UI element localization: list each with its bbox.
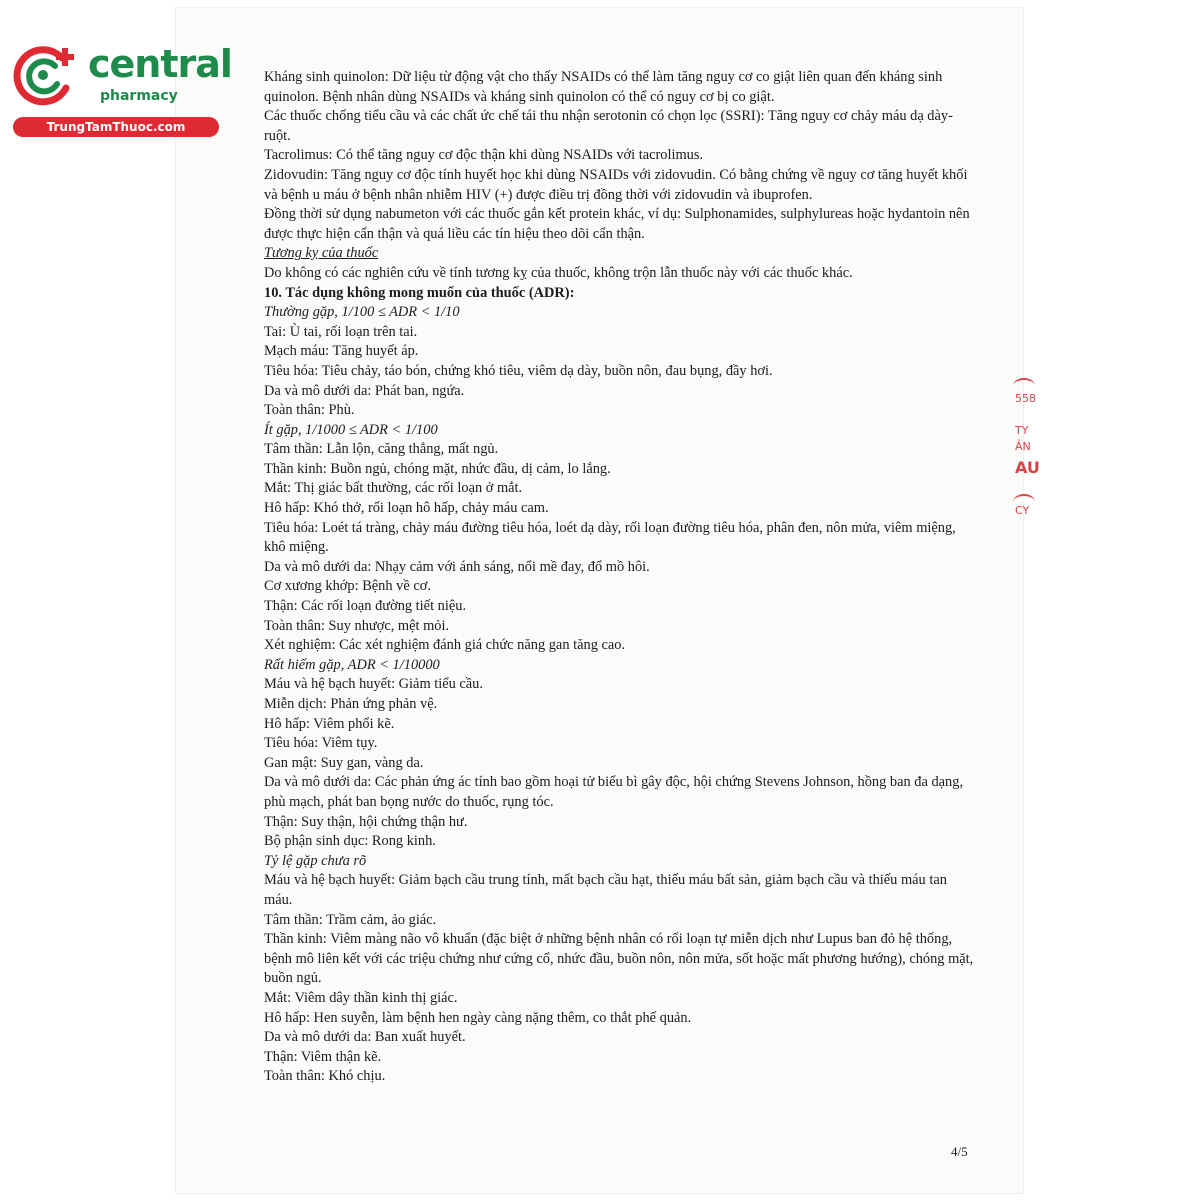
list-item: Tâm thần: Lẫn lộn, căng thẳng, mất ngủ. (264, 441, 499, 458)
page-number: 4/5 (951, 1144, 968, 1159)
stamp-text: TY (1015, 424, 1029, 437)
paragraph-protein-binding: Đồng thời sử dụng nabumeton với các thuốc gắn kết protein khác, ví dụ: Sulphonamides, sulphylureas hoặc hydantoin nên được thực hiện cẩn thận và quá liều các tín hiệu theo dõi cẩn thận. (264, 206, 970, 242)
list-item: Da và mô dưới da: Ban xuất huyết. (264, 1029, 466, 1046)
frequency-heading-common: Thường gặp, 1/100 ≤ ADR < 1/10 (264, 304, 460, 321)
list-item: Mắt: Thị giác bất thường, các rối loạn ở mắt. (264, 480, 523, 497)
paragraph-quinolon: Kháng sinh quinolon: Dữ liệu từ động vật cho thấy NSAIDs có thể làm tăng nguy cơ co giật liên quan đến kháng sinh quinolon. Bệnh nhân dùng NSAIDs và kháng sinh quinolon có thể có nguy cơ bị co giật. (264, 69, 943, 105)
list-item: Hô hấp: Viêm phổi kẽ. (264, 715, 395, 732)
list-item: Mạch máu: Tăng huyết áp. (264, 343, 419, 360)
list-item: Thần kinh: Viêm màng não vô khuẩn (đặc biệt ở những bệnh nhân có rối loạn tự miễn dịch như Lupus ban đỏ hệ thống, bệnh mô liên kết với các triệu chứng như cứng cổ, nhức đầu, buồn nôn, nôn mửa, sốt hoặc mất phương hướng), chóng mặt, buồn ngủ. (264, 931, 974, 987)
list-item: Bộ phận sinh dục: Rong kinh. (264, 833, 436, 850)
subheading-incompatibility: Tương kỵ của thuốc (264, 245, 379, 262)
paragraph-ssri: Các thuốc chống tiểu cầu và các chất ức chế tái thu nhận serotonin có chọn lọc (SSRI): Tăng nguy cơ chảy máu dạ dày- ruột. (264, 108, 953, 144)
list-item: Tiêu hóa: Viêm tụy. (264, 735, 378, 752)
list-item: Miễn dịch: Phản ứng phản vệ. (264, 696, 438, 712)
list-item: Gan mật: Suy gan, vàng da. (264, 754, 424, 771)
list-item: Mắt: Viêm dây thần kinh thị giác. (264, 989, 458, 1006)
list-item: Thận: Suy thận, hội chứng thận hư. (264, 813, 468, 830)
list-item: Thận: Các rối loạn đường tiết niệu. (264, 598, 467, 615)
frequency-heading-unknown: Tỷ lệ gặp chưa rõ (264, 852, 367, 869)
list-item: Hô hấp: Khó thở, rối loạn hô hấp, chảy máu cam. (264, 500, 549, 517)
list-item: Thận: Viêm thận kẽ. (264, 1048, 382, 1065)
logo-subtitle: pharmacy (100, 88, 178, 104)
central-pharmacy-logo (10, 40, 232, 140)
frequency-heading-uncommon: Ít gặp, 1/1000 ≤ ADR < 1/100 (264, 421, 438, 438)
list-item: Toàn thân: Khó chịu. (264, 1068, 386, 1085)
list-item: Tiêu hóa: Loét tá tràng, chảy máu đường tiêu hóa, loét dạ dày, rối loạn đường tiêu hóa, phân đen, nôn mửa, viêm miệng, khô miệng. (264, 519, 956, 556)
frequency-heading-very-rare: Rất hiếm gặp, ADR < 1/10000 (264, 656, 440, 673)
list-item: Tâm thần: Trầm cảm, ảo giác. (264, 911, 437, 928)
list-item: Da và mô dưới da: Các phản ứng ác tính bao gồm hoại tử biểu bì gây độc, hội chứng Stevens Johnson, hồng ban đa dạng, phù mạch, phát ban bọng nước do thuốc, rụng tóc. (264, 774, 964, 810)
list-item: Toàn thân: Suy nhược, mệt mỏi. (264, 617, 450, 634)
list-item: Máu và hệ bạch huyết: Giảm bạch cầu trung tính, mất bạch cầu hạt, thiếu máu bất sản, giảm bạch cầu và thiếu máu tan máu. (264, 872, 947, 908)
list-item: Hô hấp: Hen suyễn, làm bệnh hen ngày càng nặng thêm, co thắt phế quản. (264, 1009, 692, 1026)
list-item: Tai: Ù tai, rối loạn trên tai. (264, 323, 418, 340)
list-item: Da và mô dưới da: Nhạy cảm với ánh sáng, nổi mề đay, đổ mồ hôi. (264, 558, 650, 575)
logo-name: central (88, 42, 232, 86)
list-item: Máu và hệ bạch huyết: Giảm tiểu cầu. (264, 676, 483, 693)
list-item: Toàn thân: Phù. (264, 402, 355, 419)
stamp-text: CY (1015, 504, 1030, 517)
stamp-text: 558 (1015, 392, 1036, 405)
pharmacy-cross-icon (10, 40, 80, 110)
logo-url-badge[interactable]: TrungTamThuoc.com (13, 117, 219, 137)
list-item: Xét nghiệm: Các xét nghiệm đánh giá chức năng gan tăng cao. (264, 637, 626, 654)
stamp-text: AU (1015, 458, 1040, 477)
section-heading-adr: 10. Tác dụng không mong muốn của thuốc (ADR): (264, 284, 575, 301)
list-item: Tiêu hóa: Tiêu chảy, táo bón, chứng khó tiêu, viêm dạ dày, buồn nôn, đau bụng, đầy hơi. (264, 362, 773, 379)
document-body (264, 68, 974, 1087)
paragraph-tacrolimus: Tacrolimus: Có thể tăng nguy cơ độc thận khi dùng NSAIDs với tacrolimus. (264, 147, 704, 164)
paragraph-incompatibility: Do không có các nghiên cứu về tính tương kỵ của thuốc, không trộn lẫn thuốc này với các thuốc khác. (264, 264, 853, 281)
list-item: Cơ xương khớp: Bệnh về cơ. (264, 578, 431, 595)
red-stamp-fragment (1005, 372, 1040, 532)
paragraph-zidovudin: Zidovudin: Tăng nguy cơ độc tính huyết học khi dùng NSAIDs với zidovudin. Có bằng chứng về nguy cơ tăng huyết khối và bệnh u máu ở bệnh nhân nhiễm HIV (+) được điều trị đồng thời với zidovudin và ibuprofen. (264, 166, 968, 203)
list-item: Da và mô dưới da: Phát ban, ngứa. (264, 382, 465, 399)
stamp-text: ẢN (1015, 440, 1031, 453)
list-item: Thần kinh: Buồn ngủ, chóng mặt, nhức đầu, dị cảm, lo lắng. (264, 460, 611, 477)
